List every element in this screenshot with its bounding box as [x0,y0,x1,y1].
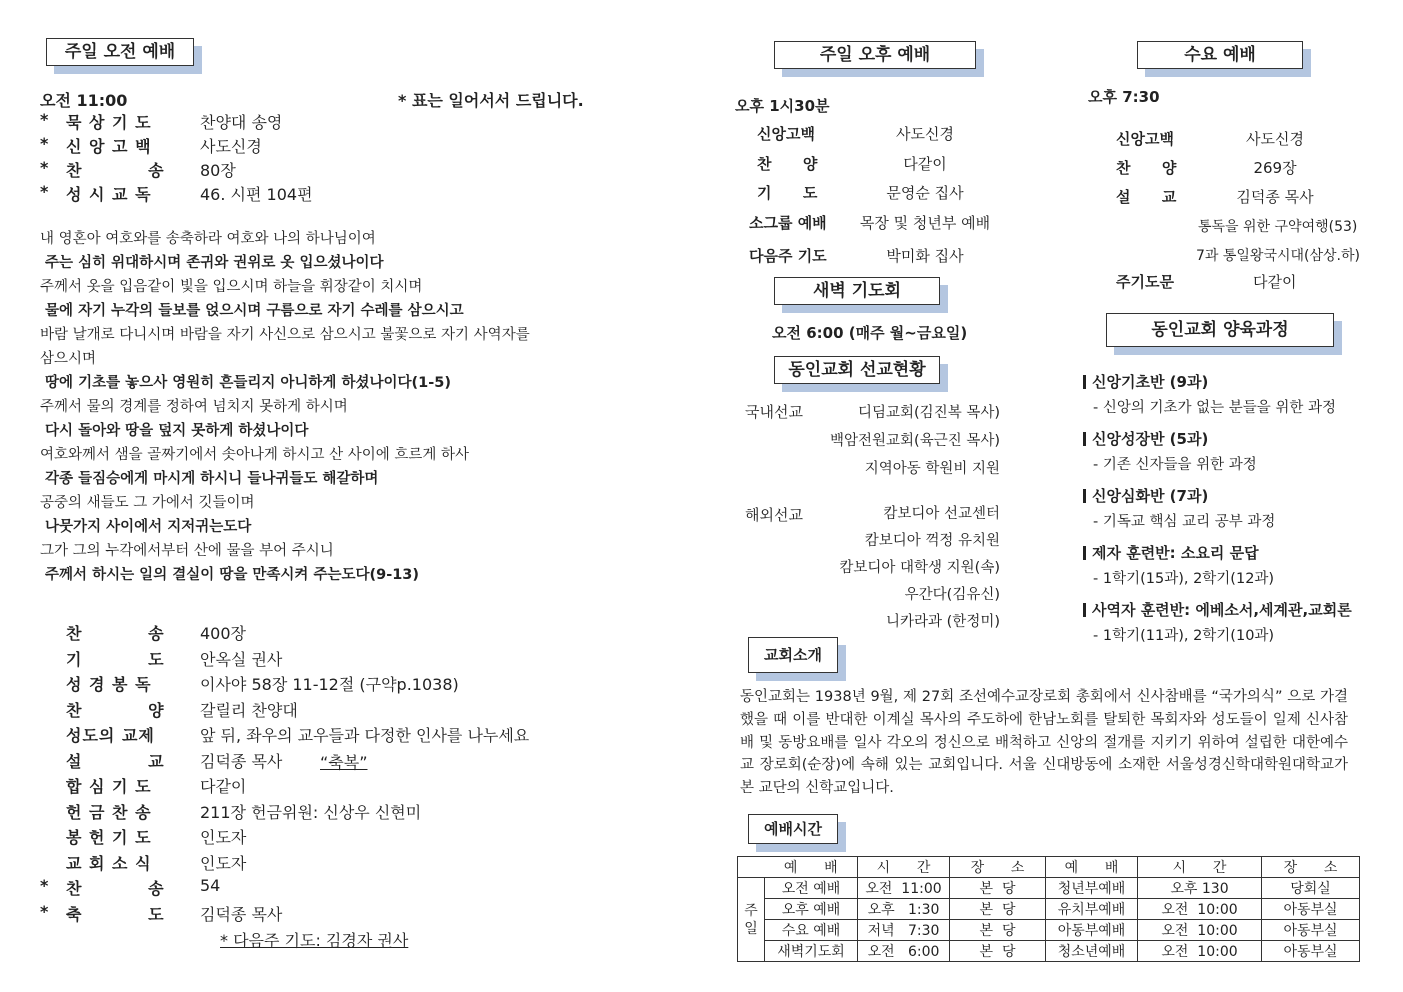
church-intro-text: 동인교회는 1938년 9월, 제 27회 조선예수교장로회 총회에서 신사참배를 “국가의식” 으로 가결했을 때 이를 반대한 이계실 목사의 주도하에 한남노회를 탈퇴한 목회자와 성도들이 일제 신사참배 및 동방요배를 일사 각오의 정신으로 배척하고 신앙의 절개를 지키기 위하여 설립한 대한예수교 장로회(순장)에 속해 있는 교회입니다. 서울 신대방동에 소재한 서울성경신학대학원대학교가 본 교단의 신학교입니다. [740,689,1348,797]
order-label: 성 경 봉 독 [66,675,152,694]
course-desc: - 신앙의 기초가 없는 분들을 위한 과정 [1093,400,1336,416]
schedule-cell: 청년부예배 [1046,878,1138,899]
schedule-cell: 본 당 [950,878,1046,899]
wednesday-service-title: 수요 예배 [1137,41,1303,69]
overseas-mission-item: 우간다(김유신) [904,587,1000,603]
afternoon-label: 기 도 [757,184,818,202]
order-label: 성 시 교 독 [66,185,152,204]
schedule-cell: 수요 예배 [765,920,858,941]
order-label: 봉 헌 기 도 [66,828,152,847]
order-value: 김덕종 목사 [200,751,283,771]
church-intro-title: 교회소개 [748,637,838,673]
order-mark: * [40,876,49,895]
schedule-row [738,941,1360,962]
overseas-mission-item: 캄보디아 선교센터 [883,506,1000,522]
wednesday-value: 269장 [1253,159,1297,177]
course-name-text: 신앙기초반 (9과) [1092,373,1209,391]
schedule-cell: 아동부실 [1262,941,1360,962]
afternoon-time: 오후 1시30분 [735,97,830,115]
order-label: 축 도 [66,904,165,924]
order-value: 찬양대 송영 [200,113,283,132]
course-name-text: 사역자 훈련반: 에베소서,세계관,교회론 [1092,601,1352,619]
order-mark: * [40,134,49,153]
psalm-line: 주께서 옷을 입음같이 빛을 입으시며 하늘을 휘장같이 치시며 [40,279,423,295]
psalm-line: 주께서 물의 경계를 정하여 넘치지 못하게 하시며 [40,399,348,415]
order-label: 설 교 [66,751,165,771]
afternoon-value: 목장 및 청년부 예배 [859,214,991,232]
wednesday-label: 설 교 [1116,188,1177,206]
schedule-header-row [738,857,1360,878]
psalm-line: 주께서 하시는 일의 결실이 땅을 만족시켜 주는도다(9-13) [40,567,420,583]
schedule-cell: 아동부실 [1262,920,1360,941]
schedule-cell: 오전 예배 [765,878,858,899]
afternoon-service-title: 주일 오후 예배 [774,41,976,69]
order-mark: * [40,158,49,177]
order-label: 찬 양 [66,700,165,720]
order-value: 이사야 58장 11-12절 (구약p.1038) [200,675,459,694]
course-bullet-icon [1083,432,1086,446]
psalm-line: 물에 자기 누각의 들보를 얹으시며 구름으로 자기 수레를 삼으시고 [40,303,464,319]
order-label: 신 앙 고 백 [66,137,152,156]
schedule-cell: 당회실 [1262,878,1360,899]
order-label: 찬 송 [66,624,165,643]
schedule-row [738,920,1360,941]
order-value: 다같이 [200,777,247,796]
afternoon-label: 찬 양 [757,155,818,173]
course-desc: - 기존 신자들을 위한 과정 [1093,457,1257,473]
dawn-prayer-time: 오전 6:00 (매주 월~금요일) [772,324,968,342]
psalm-line: 여호와께서 샘을 골짜기에서 솟아나게 하시고 산 사이에 흐르게 하사 [40,447,470,463]
standing-note: * 표는 일어서서 드립니다. [398,91,584,110]
course-desc: - 1학기(11과), 2학기(10과) [1093,628,1275,644]
schedule-cell: 저녁 7:30 [858,920,950,941]
course-bullet-icon [1083,489,1086,503]
course-name-text: 신앙성장반 (5과) [1092,430,1209,448]
wednesday-sermon-line-1: 통독을 위한 구약여행(53) [1198,219,1358,235]
order-label: 헌 금 찬 송 [66,802,152,822]
order-value: 갈릴리 찬양대 [200,700,298,720]
order-mark: * [40,110,49,129]
schedule-row [738,899,1360,920]
order-value: 김덕종 목사 [200,904,283,924]
schedule-header-cell: 장 소 [950,857,1046,878]
order-value: 앞 뒤, 좌우의 교우들과 다정한 인사를 나누세요 [200,726,530,745]
overseas-mission-item: 캄보디아 대학생 지원(속) [839,560,1000,576]
order-value: 46. 시편 104편 [200,185,313,204]
schedule-header-cell: 시 간 [1138,857,1262,878]
psalm-line: 땅에 기초를 놓으사 영원히 흔들리지 아니하게 하셨나이다(1-5) [40,375,451,391]
schedule-side-label: 주 일 [738,878,765,962]
schedule-header-cell: 예 배 [1046,857,1138,878]
psalm-line: 각종 들짐승에게 마시게 하시니 들나귀들도 해갈하며 [40,471,379,487]
order-label: 합 심 기 도 [66,777,152,796]
wednesday-time: 오후 7:30 [1088,88,1160,106]
psalm-line: 나뭇가지 사이에서 지저귀는도다 [40,519,252,535]
schedule-cell: 아동부예배 [1046,920,1138,941]
afternoon-value: 다같이 [903,155,947,173]
mission-title: 동인교회 선교현황 [774,356,940,384]
wednesday-value: 사도신경 [1246,130,1304,148]
schedule-cell: 오전 10:00 [1138,941,1262,962]
schedule-row [738,878,1360,899]
order-value: 80장 [200,161,236,180]
schedule-cell: 아동부실 [1262,899,1360,920]
wednesday-label: 찬 양 [1116,159,1177,177]
order-value: 인도자 [200,853,247,873]
lords-prayer-value: 다같이 [1253,273,1297,291]
order-label: 묵 상 기 도 [66,113,152,132]
dawn-prayer-title: 새벽 기도회 [774,277,940,305]
psalm-line: 바람 날개로 다니시며 바람을 자기 사신으로 삼으시고 불꽃으로 자기 사역자를 [40,327,530,343]
schedule-header-cell: 예 배 [765,857,858,878]
schedule-header-cell: 시 간 [858,857,950,878]
psalm-line: 주는 심히 위대하시며 존귀와 권위로 옷 입으셨나이다 [40,255,384,271]
schedule-cell: 오전 11:00 [858,878,950,899]
schedule-cell: 오후 130 [1138,878,1262,899]
order-mark: * [40,182,49,201]
course-name [1083,371,1208,392]
psalm-line: 다시 돌아와 땅을 덮지 못하게 하셨나이다 [40,423,309,439]
schedule-cell: 본 당 [950,920,1046,941]
course-name [1083,428,1208,449]
lords-prayer-label: 주기도문 [1116,273,1174,291]
psalm-line: 공중의 새들도 그 가에서 깃들이며 [40,495,255,511]
order-label: 찬 송 [66,879,165,898]
schedule-cell: 오전 10:00 [1138,920,1262,941]
morning-service-title: 주일 오전 예배 [46,38,194,66]
next-week-prayer: * 다음주 기도: 김경자 권사 [220,931,409,950]
order-value: 211장 헌금위원: 신상우 신현미 [200,802,422,822]
schedule-header-cell [738,857,765,878]
afternoon-label: 신앙고백 [757,125,815,143]
schedule-cell: 본 당 [950,941,1046,962]
schedule-cell: 오전 6:00 [858,941,950,962]
order-label: 성도의 교제 [66,726,155,745]
domestic-mission-item: 백암전원교회(육근진 목사) [830,433,1000,449]
overseas-mission-item: 캄보디아 꺽정 유치원 [864,533,1000,549]
order-value: 54 [200,876,221,895]
overseas-mission-item: 니카라과 (한정미) [886,614,1000,630]
wednesday-label: 신앙고백 [1116,130,1174,148]
afternoon-value: 문영순 집사 [886,184,964,202]
course-name [1083,599,1352,620]
order-label: 기 도 [66,649,165,669]
domestic-mission-item: 지역아동 학원비 지원 [864,461,1000,477]
order-value: 400장 [200,624,246,643]
schedule-table [737,856,1360,962]
schedule-cell: 오후 예배 [765,899,858,920]
course-bullet-icon [1083,546,1086,560]
schedule-cell: 오전 10:00 [1138,899,1262,920]
afternoon-label: 다음주 기도 [749,247,827,265]
course-name [1083,542,1259,563]
course-name [1083,485,1208,506]
course-desc: - 기독교 핵심 교리 공부 과정 [1093,514,1276,530]
afternoon-label: 소그룹 예배 [749,214,827,232]
schedule-title: 예배시간 [748,814,838,844]
sermon-title: “축복” [320,753,368,772]
course-name-text: 제자 훈련반: 소요리 문답 [1092,544,1259,562]
domestic-mission-label: 국내선교 [745,403,803,421]
order-label: 찬 송 [66,161,165,180]
wednesday-sermon-line-2: 7과 통일왕국시대(삼상.하) [1196,248,1360,264]
course-bullet-icon [1083,375,1086,389]
schedule-cell: 새벽기도회 [765,941,858,962]
morning-service-time: 오전 11:00 [40,91,128,110]
schedule-cell: 유치부예배 [1046,899,1138,920]
course-name-text: 신앙심화반 (7과) [1092,487,1209,505]
order-value: 인도자 [200,828,247,847]
psalm-line: 삼으시며 [40,351,97,367]
afternoon-value: 박미화 집사 [886,247,964,265]
wednesday-value: 김덕종 목사 [1236,188,1314,206]
order-mark: * [40,901,49,921]
schedule-header-cell: 장 소 [1262,857,1360,878]
courses-title: 동인교회 양육과정 [1106,313,1334,347]
course-bullet-icon [1083,603,1086,617]
psalm-line: 내 영혼아 여호와를 송축하라 여호와 나의 하나님이여 [40,231,376,247]
schedule-cell: 본 당 [950,899,1046,920]
course-desc: - 1학기(15과), 2학기(12과) [1093,571,1275,587]
order-value: 안옥실 권사 [200,649,283,669]
domestic-mission-item: 디딤교회(김진복 목사) [858,405,1000,421]
order-value: 사도신경 [200,137,262,156]
overseas-mission-label: 해외선교 [745,506,803,524]
psalm-line: 그가 그의 누각에서부터 산에 물을 부어 주시니 [40,543,334,559]
afternoon-value: 사도신경 [896,125,954,143]
schedule-cell: 청소년예배 [1046,941,1138,962]
order-label: 교 회 소 식 [66,853,152,873]
schedule-cell: 오후 1:30 [858,899,950,920]
